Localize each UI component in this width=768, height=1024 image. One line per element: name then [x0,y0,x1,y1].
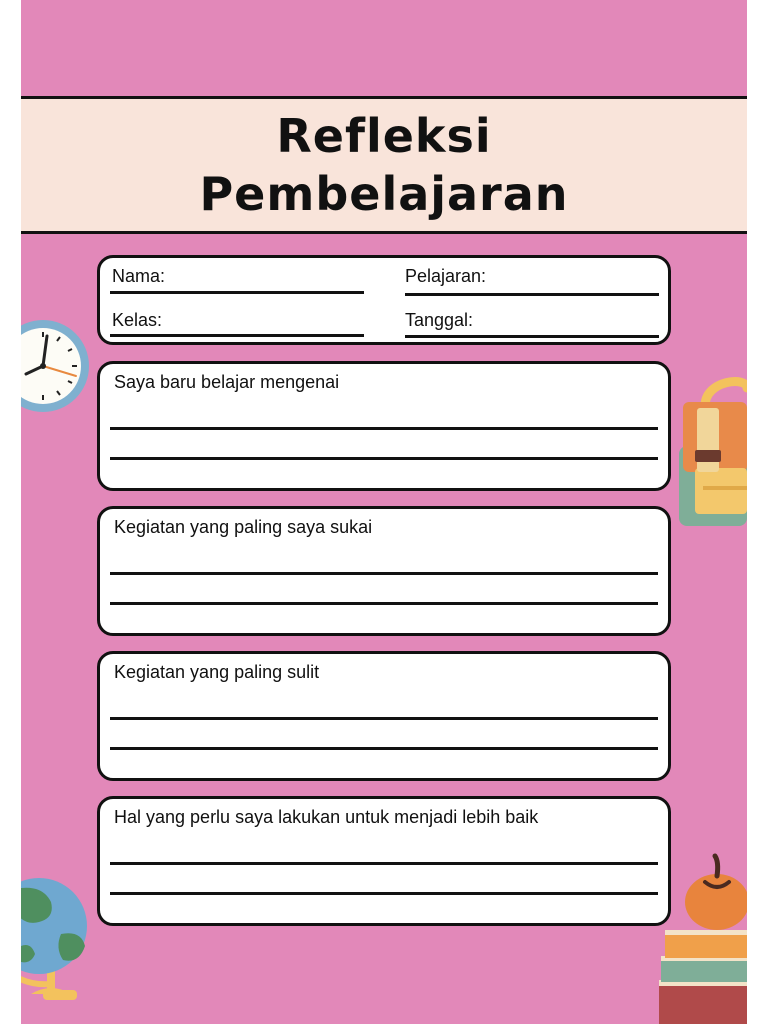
answer-line[interactable] [110,572,658,575]
prompt-card-difficult [97,651,671,781]
date-field[interactable] [405,335,659,338]
apple-on-books-icon [659,852,747,1024]
backpack-icon [675,368,747,530]
answer-line[interactable] [110,717,658,720]
page-title-line-1: Refleksi [276,109,492,163]
name-label: Nama: [112,266,166,286]
answer-line[interactable] [110,427,658,430]
prompt-liked: Kegiatan yang paling saya sukai [114,517,373,537]
title-banner [21,96,747,234]
date-label: Tanggal: [405,310,474,330]
prompt-difficult: Kegiatan yang paling sulit [114,662,320,682]
answer-line[interactable] [110,602,658,605]
answer-line[interactable] [110,457,658,460]
worksheet-page [21,0,747,1024]
clock-icon [21,318,93,414]
subject-label: Pelajaran: [405,266,487,286]
prompt-card-learned [97,361,671,491]
globe-icon [21,872,103,1008]
answer-line[interactable] [110,862,658,865]
prompt-card-improve [97,796,671,926]
class-field[interactable] [110,334,364,337]
prompt-learned: Saya baru belajar mengenai [114,372,340,392]
page-title-line-2: Pembelajaran [199,167,569,221]
student-info-card [97,255,671,345]
prompt-card-liked [97,506,671,636]
answer-line[interactable] [110,747,658,750]
subject-field[interactable] [405,293,659,296]
answer-line[interactable] [110,892,658,895]
class-label: Kelas: [112,310,163,330]
prompt-improve: Hal yang perlu saya lakukan untuk menjadi lebih baik [114,807,539,827]
name-field[interactable] [110,291,364,294]
